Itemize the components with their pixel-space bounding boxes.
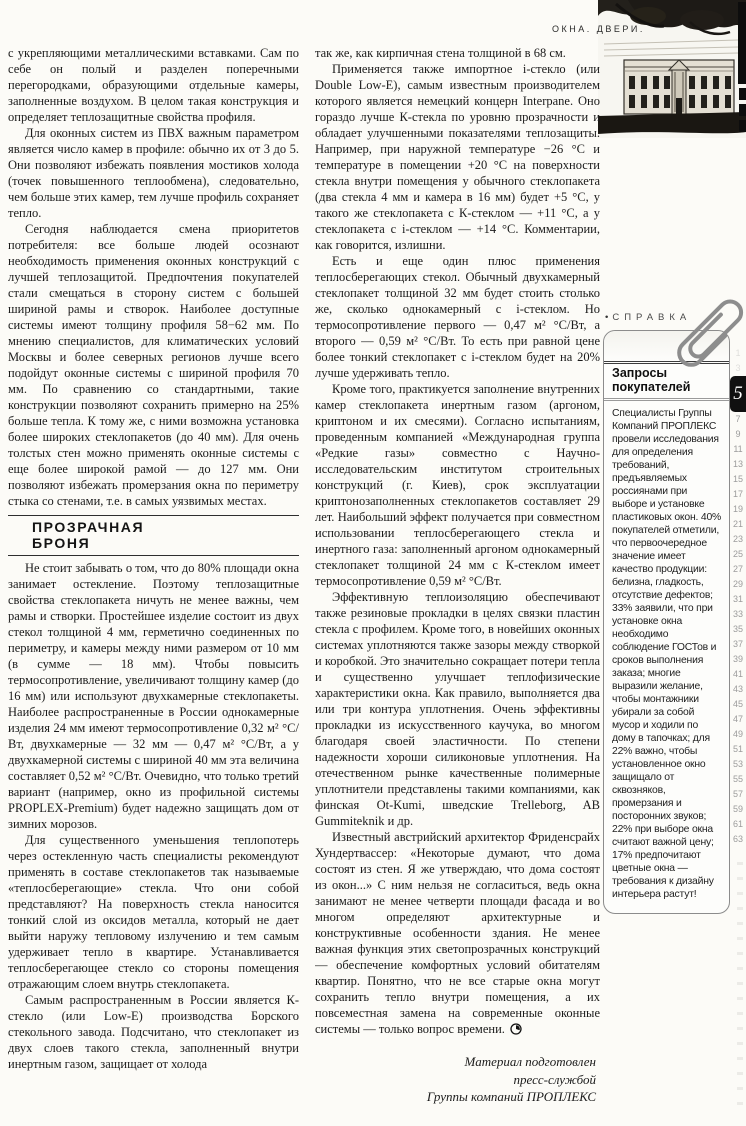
page-number: 7 (735, 414, 741, 424)
signature-line: Группы компаний ПРОПЛЕКС (426, 1089, 596, 1104)
article-paragraph: Самым распространенным в России является К-стекло (или Low-E) производства Борского стекольного завода. Подсчитано, что стеклопакет из двух слоев такого стекла, заполненный внутри инертным газом, защищает от холода (8, 993, 299, 1071)
page-number: 17 (732, 489, 743, 499)
article-signature (315, 1053, 600, 1106)
article-paragraph: так же, как кирпичная стена толщиной в 68 см. (315, 46, 566, 60)
page-number: 21 (732, 519, 743, 529)
page-number: 63 (732, 834, 743, 844)
article-paragraph: Есть и еще один плюс применения теплосберегающих стекол. Обычный двухкамерный стеклопакет толщиной 32 мм будет стоить столько же, сколько однокамерный с i-стеклом. Но термосопротивление первого — 0,47 м² °С/Вт, а второго — 0,59 м² °С/Вт. То есть при равной цене более тонкий стеклопакет с i-стеклом будет на 20% лучше удерживать тепло. (315, 254, 600, 380)
reference-box-text: Специалисты Группы Компаний ПРОПЛЕКС провели исследования для определения требований, предъявляемых россиянами при выборе и установке пластиковых окон. 40% покупателей отметили, что первоочередное значение имеет качество продукции: белизна, гладкость, отсутствие дефектов; 33% заявили, что при установке окна необходимо соблюдение ГОСТов и сроков выполнения заказа; многие выразили желание, чтобы монтажники убирали за собой мусор и ходили по дому в тапочках; для 22% важно, чтобы установленное окно защищало от сквозняков, промерзания и посторонних звуков; 22% при выборе окна считают важной цену; 17% предпочитают цветные окна — требования к дизайну интерьера растут! (612, 408, 722, 900)
reference-box-title: Запросы покупателей (604, 361, 729, 401)
article-column-left (8, 45, 299, 1107)
article-paragraph: Сегодня наблюдается смена приоритетов потребителя: все больше людей осознают необходимость применения оконных конструкций с лучшей теплозащитой. Предпочтения покупателей стали смещаться в сторону систем с большей шириной рамы и створок. Наиболее доступные системы имеют толщину профиля 58−62 мм. По мнению специалистов, для климатических условий Москвы и более северных регионов лучше всего подойдут оконные системы с шириной профиля 70 мм. По сравнению со стандартными, такие конструкции позволяют сохранить примерно на 25% больше тепла. К тому же, с ними возможна установка более широких стеклопакетов (до 40 мм). Для очень толстых стен можно применять оконные системы с еще более широкой рамой — до 127 мм. Они позволяют избежать промерзания окна по периметру стыка со стенами, т.е. в самых уязвимых местах. (8, 222, 299, 508)
article-paragraph: Для существенного уменьшения теплопотерь через остекленную часть специалисты рекомендуют применять в составе стеклопакетов так называемые «теплосберегающие» стекла. Что они собой представляют? На поверхность стекла наносится тонкий слой из оксидов металла, который не дает выйти наружу тепловому излучению и тем самым удерживает тепло в квартире. Устанавливается теплосберегающее стекло со стороны помещения отражающим слоем внутрь стеклопакета. (8, 833, 299, 991)
page-number: 35 (732, 624, 743, 634)
page-number: 27 (732, 564, 743, 574)
article-paragraph (315, 829, 600, 1037)
article-paragraph: Применяется также импортное i-стекло (или Double Low-E), самым известным производителем которого является немецкий концерн Interpane. Оно гораздо лучше К-стекла по уровню прозрачности и обладает улучшенными показателями теплозащиты. Например, при наружной температуре −26 °С и температуре в помещении +20 °С на поверхности стекла внутри помещения у обычного стеклопакета (два стекла 4 мм и камера в 16 мм) будет +5 °С, у такого же стеклопакета с К-стеклом — +11 °С, а у стеклопакета с i-стеклом — +14 °С. Комментарии, как говорится, излишни. (315, 62, 600, 252)
page-number: 23 (732, 534, 743, 544)
page-number: 61 (732, 819, 743, 829)
page-number: 25 (732, 549, 743, 559)
article-paragraph: Не стоит забывать о том, что до 80% площади окна занимает остекление. Поэтому теплозащитные свойства стеклопакета ничуть не менее важны, чем рамы и створки. Простейшее изделие состоит из двух стекол толщиной 4 мм, герметично соединенных по периметру, и камеры между ними размером от 10 мм (в сумме — 18 мм). Чтобы повысить термосопротивление, увеличивают толщину камер (до 16 мм) или используют двухкамерные стеклопакеты. Наиболее распространенные в России однокамерные изделия 24 мм имеют термосопротивление 0,32 м² °С/Вт, двухкамерные — 32 мм — 0,47 м² °С/Вт, а у двухкамерной системы с шириной 40 мм эта величина составляет 0,52 м² °С/Вт. Очевидно, что только третий вариант (например, окно из профильной системы PROPLEX-Premium) будет надежно защищать дом от зимних морозов. (8, 561, 299, 831)
end-of-article-icon (510, 1023, 522, 1035)
current-page-number: 5 (733, 383, 743, 404)
page-number: 33 (732, 609, 743, 619)
page-number: 29 (732, 579, 743, 589)
reference-box (603, 330, 730, 914)
page-number: 9 (735, 429, 741, 439)
ghost-page-numbers (737, 862, 743, 1110)
article-column-middle (315, 45, 600, 1117)
article-paragraph: Кроме того, практикуется заполнение внутренних камер стеклопакета инертным газом (аргоном, криптоном и их смесями). Согласно испытаниям, проведенным компанией «Международная группа «Редкие газы» совместно с Научно-исследовательским институтом строительных конструкций (г. Киев), срок эксплуатации криптонозаполненных стеклопакетов составляет 29 лет. Наибольший эффект получается при совместном использовании теплосберегающего стекла и инертного газа: заполненный аргоном однокамерный стеклопакет толщиной 24 мм с К-стеклом имеет термосопротивление 0,59 м² °С/Вт. (315, 382, 600, 588)
page-number: 55 (732, 774, 743, 784)
paragraph-group (315, 45, 600, 829)
page-number: 13 (732, 459, 743, 469)
section-heading (8, 515, 299, 556)
page-number: 41 (732, 669, 743, 679)
page-number: 45 (732, 699, 743, 709)
sidebar-reference (603, 312, 730, 914)
page-number: 43 (732, 684, 743, 694)
page-number: 11 (733, 444, 743, 454)
page-number: 1 (735, 348, 741, 358)
page-number: 57 (732, 789, 743, 799)
page-number: 49 (732, 729, 743, 739)
page-number: 15 (732, 474, 743, 484)
page-number: 53 (732, 759, 743, 769)
article-paragraph-text: Известный австрийский архитектор Фриденсрайх Хундертвассер: «Некоторые думают, что дома состоят из стен. Я же утверждаю, что дома состоят из окон...» С ним нельзя не согласиться, ведь окна занимают не менее четверти площади фасада и во многом определяют архитектурные и конструктивные особенности здания. Не менее важная функция этих светопрозрачных конструкций — обеспечение комфортных условий обитателям квартир. Понятно, что не все старые окна могут сохранить тепло внутри помещения, а их повсеместная замена на современные оконные системы — только вопрос времени. (315, 830, 600, 1036)
page-number: 3 (735, 363, 741, 373)
current-page-tab (730, 376, 746, 412)
article-paragraph: Эффективную теплоизоляцию обеспечивают также резиновые прокладки в целях связки пластин стекла с профилем. Кроме того, в новейших оконных системах уплотняются также зазоры между створкой и коробкой. Это значительно сокращает потери тепла и существенно улучшает теплофизические характеристики окна. Как правило, выполняется два или три контура уплотнения. Очень эффективны прокладки из искусственного каучука, во многом благодаря своей эластичности. По степени надежности хороши силиконовые уплотнения. На отечественном рынке качественные полимерные уплотнители представлены такими компаниями, как финская Ot-Kumi, шведские Trelleborg, AB Gummiteknik и др. (315, 590, 600, 828)
article-paragraph: Для оконных систем из ПВХ важным параметром является число камер в профиле: обычно их от 3 до 5. Они позволяют избежать появления мостиков холода (точек повышенного теплообмена), следовательно, чем больше этих камер, тем лучше профиль сохраняет тепло. (8, 126, 299, 220)
page-number: 51 (732, 744, 743, 754)
signature-line: пресс-службой (513, 1071, 596, 1087)
section-heading-line: БРОНЯ (32, 535, 91, 551)
page-number: 59 (732, 804, 743, 814)
paragraph-group (8, 45, 299, 509)
page-number: 39 (732, 654, 743, 664)
page-number-strip (730, 346, 746, 847)
building-engraving-illustration (598, 0, 746, 138)
signature-line: Материал подготовлен (464, 1054, 596, 1069)
page-number: 31 (732, 594, 743, 604)
article-paragraph: с укрепляющими металлическими вставками. Сам по себе он полый и разделен поперечными перегородками, образующими отдельные камеры, заполненные воздухом. В целом такая конструкция и определяет теплозащитные свойства профиля. (8, 46, 299, 124)
page-number: 37 (732, 639, 743, 649)
page-number: 47 (732, 714, 743, 724)
section-heading-line: ПРОЗРАЧНАЯ (32, 519, 145, 535)
page-number: 19 (732, 504, 743, 514)
reference-label-text: СПРАВКА (612, 312, 692, 323)
bullet-icon: • (605, 312, 609, 323)
magazine-section-title: ОКНА. ДВЕРИ. (552, 24, 645, 34)
paragraph-group (8, 560, 299, 1072)
